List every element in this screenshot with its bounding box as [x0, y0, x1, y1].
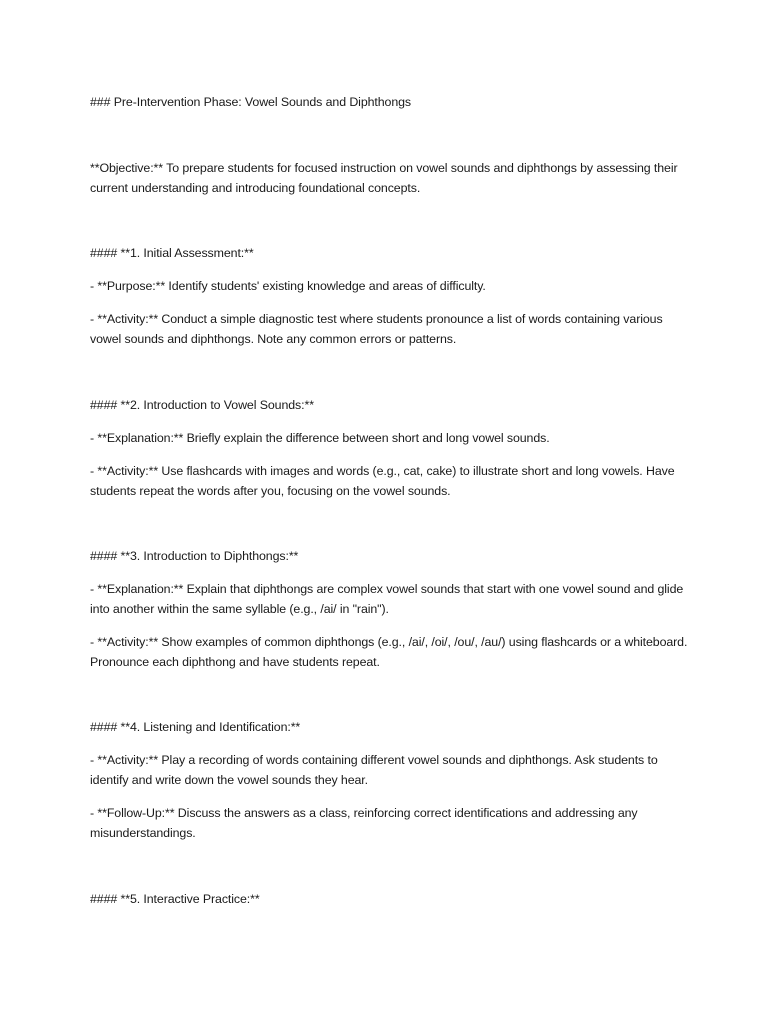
section-2-heading: #### **2. Introduction to Vowel Sounds:**: [90, 398, 314, 412]
section-3-heading: #### **3. Introduction to Diphthongs:**: [90, 549, 299, 563]
section-4-activity: - **Activity:** Play a recording of words containing different vowel sounds and diphthongs. Ask students to identify and write down the vowel sounds they hear.: [90, 753, 658, 787]
section-1-purpose: - **Purpose:** Identify students' existing knowledge and areas of difficulty.: [90, 279, 486, 293]
section-2-explanation: - **Explanation:** Briefly explain the difference between short and long vowel sounds.: [90, 431, 550, 445]
section-4-heading: #### **4. Listening and Identification:**: [90, 720, 301, 734]
section-5-heading: #### **5. Interactive Practice:**: [90, 892, 260, 906]
section-3-explanation: - **Explanation:** Explain that diphthongs are complex vowel sounds that start with one vowel sound and glide into another within the same syllable (e.g., /ai/ in "rain").: [90, 582, 684, 616]
section-1-heading: #### **1. Initial Assessment:**: [90, 246, 254, 260]
document-title: ### Pre-Intervention Phase: Vowel Sounds and Diphthongs: [90, 95, 412, 109]
section-4-follow-up: - **Follow-Up:** Discuss the answers as a class, reinforcing correct identifications and addressing any misunderstandings.: [90, 806, 638, 840]
section-2-activity: - **Activity:** Use flashcards with images and words (e.g., cat, cake) to illustrate short and long vowels. Have students repeat the words after you, focusing on the vowel sounds.: [90, 464, 675, 498]
objective-paragraph: **Objective:** To prepare students for focused instruction on vowel sounds and diphthongs by assessing their current understanding and introducing foundational concepts.: [90, 161, 678, 195]
section-3-activity: - **Activity:** Show examples of common diphthongs (e.g., /ai/, /oi/, /ou/, /au/) using flashcards or a whiteboard. Pronounce each diphthong and have students repeat.: [90, 635, 688, 669]
section-1-activity: - **Activity:** Conduct a simple diagnostic test where students pronounce a list of words containing various vowel sounds and diphthongs. Note any common errors or patterns.: [90, 312, 663, 346]
